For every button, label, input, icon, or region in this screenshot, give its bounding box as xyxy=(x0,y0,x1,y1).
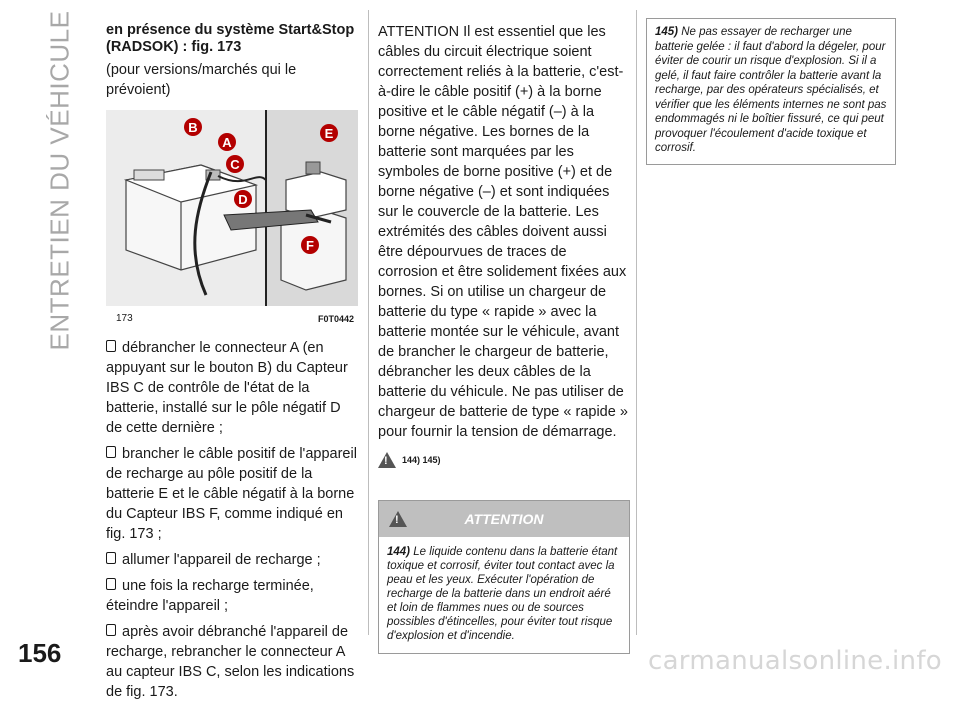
warning-ref-numbers: 144) 145) xyxy=(402,455,441,465)
column-divider xyxy=(636,10,637,635)
procedure-steps xyxy=(106,338,358,702)
section-heading: en présence du système Start&Stop (RADSOK) : fig. 173 xyxy=(106,22,355,55)
figure-number: 173 xyxy=(116,313,133,324)
attention-paragraph: ATTENTION Il est essentiel que les câbles du circuit électrique soient correctement reliés à la batterie, c'est-à-dire le câble positif (+) à la borne positive et le câble négatif (–) à la borne négative. Les bornes de la batterie sont marquées par les symboles de borne positive (+) et de borne négative (–) et sont indiquées sur le couvercle de la batterie. Les extrémités des câbles doivent aussi être dépourvues de traces de corrosion et être solidement fixées aux bornes. Si on utilise un chargeur de batterie du type « rapide » avec la batterie montée sur le véhicule, avant de brancher le chargeur de batterie, débrancher les deux câbles de la batterie du véhicule. Ne pas utiliser de chargeur de batterie de type « rapide » pour fournir la tension de démarrage. xyxy=(378,24,628,440)
section-subheading: (pour versions/marchés qui le prévoient) xyxy=(106,62,297,98)
footer-watermark: carmanualsonline.info xyxy=(647,646,942,676)
warning-triangle-icon xyxy=(389,511,407,527)
column-middle xyxy=(378,14,630,654)
attention-header xyxy=(379,501,629,537)
column-divider xyxy=(368,10,369,635)
bullet-icon xyxy=(106,446,116,458)
warning-triangle-icon xyxy=(378,452,396,468)
list-item: une fois la recharge terminée, éteindre l'appareil ; xyxy=(106,578,314,614)
note-text: Le liquide contenu dans la batterie étant toxique et corrosif, éviter tout contact avec la peau et les yeux. Exécuter l'opération de recharge de la batterie dans un endroit aéré et loin de flammes nues ou de sources possibles d'étincelles, pour éviter tout risque d'explosion et d'incendie. xyxy=(387,546,618,642)
side-section-title: ENTRETIEN DU VÉHICULE xyxy=(44,10,75,350)
page-number: 156 xyxy=(18,638,62,668)
note-number: 144) xyxy=(387,546,411,558)
attention-body xyxy=(379,537,629,653)
bullet-icon xyxy=(106,552,116,564)
list-item: débrancher le connecteur A (en appuyant sur le bouton B) du Capteur IBS C de contrôle de l'état de la batterie, installé sur le pôle négatif D de cette dernière ; xyxy=(106,340,348,436)
callout-d: D xyxy=(234,190,252,208)
list-item: brancher le câble positif de l'appareil de recharge au pôle positif de la batterie E et le câble négatif à la borne du Capteur IBS F, comme indiqué en fig. 173 ; xyxy=(106,446,357,542)
bullet-icon xyxy=(106,578,116,590)
callout-f: F xyxy=(301,236,319,254)
attention-title: ATTENTION xyxy=(464,511,544,527)
callout-a: A xyxy=(218,133,236,151)
attention-box xyxy=(378,500,630,654)
note-text: Ne pas essayer de recharger une batterie gelée : il faut d'abord la dégeler, pour éviter de courir un risque d'explosion. Si il a gelé, il faut faire contrôler la batterie avant la recharge, par des opérateurs spécialisés, et vérifier que les éléments internes ne sont pas endommagés ni le boîtier fissuré, ce qui peut provoquer l'écoulement d'acide toxique et corrosif. xyxy=(655,26,887,154)
callout-e: E xyxy=(320,124,338,142)
list-item: allumer l'appareil de recharge ; xyxy=(106,550,358,570)
note-number: 145) xyxy=(655,26,679,38)
warning-references xyxy=(378,452,630,468)
column-left xyxy=(106,14,358,708)
column-right xyxy=(646,14,896,165)
figure-173 xyxy=(106,110,358,324)
bullet-icon xyxy=(106,624,116,636)
callout-c: C xyxy=(226,155,244,173)
figure-code: F0T0442 xyxy=(317,314,354,324)
bullet-icon xyxy=(106,340,116,352)
warning-note-box xyxy=(646,18,896,165)
callout-b: B xyxy=(184,118,202,136)
list-item: après avoir débranché l'appareil de recharge, rebrancher le connecteur A au capteur IBS C, selon les indications de fig. 173. xyxy=(106,624,355,700)
